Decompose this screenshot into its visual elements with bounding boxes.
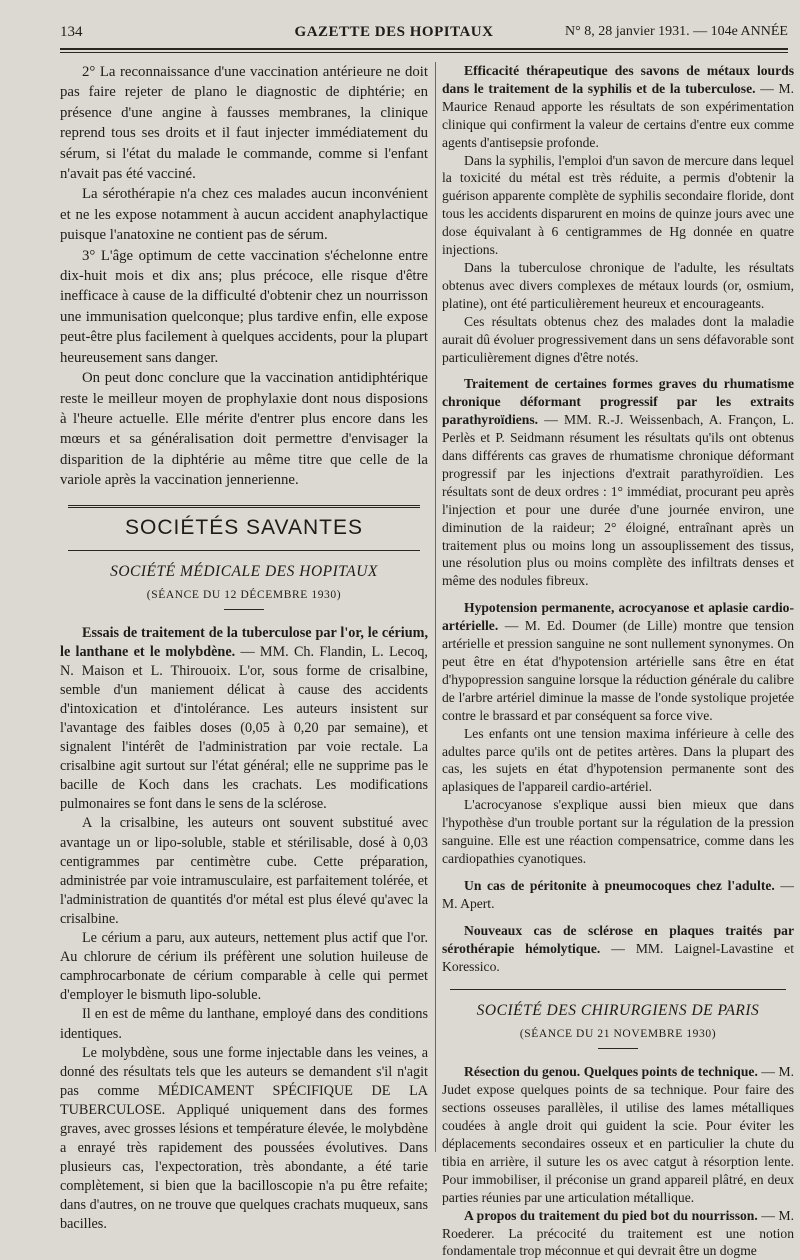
article-title: Un cas de péritonite à pneumocoques chez l'adulte.: [464, 877, 775, 893]
article-body: — MM. R.-J. Weissenbach, A. Françon, L. Perlès et P. Seidmann résument les résultats qu'ils ont obtenus dans différents cas graves de rhumatisme chronique déformant progressif par les injections d'extrait parathyroïdien. Les résultats sont de deux ordres : 1° immédiat, procurant peu après l'injection et pour une durée d'une journée environ, une diminution de la raideur; 2° éloigné, entraînant après un traitement plus ou moins long un assouplissement des tissus, une résolution plus ou moins complète des infiltrats denses et même des nodules fibreux.: [442, 412, 794, 589]
article-title: Nouveaux cas de sclérose en plaques traités par sérothérapie hémolytique.: [442, 922, 794, 956]
paragraph: A la crisalbine, les auteurs ont souvent substitué avec avantage un or lipo-soluble, stable et stérilisable, dosé à 0,03 centigrammes par centimètre cube. Cette préparation, administrée par voie intramusculaire, est parfaitement tolérée, et l'administration de quantités d'or métal est plus élevé qu'avec la crisalbine.: [60, 815, 428, 927]
article-title: Efficacité thérapeutique des savons de métaux lourds dans le traitement de la syphilis et de la tuberculose.: [442, 63, 794, 96]
session-date: (SÉANCE DU 21 NOVEMBRE 1930): [519, 1028, 717, 1041]
header-rule-thin: [60, 52, 788, 53]
page-header: [60, 22, 788, 48]
short-rule: [598, 1048, 638, 1049]
issue-date: N° 8, 28 janvier 1931. — 104e ANNÉE: [565, 24, 788, 39]
section-rule: [450, 989, 786, 990]
article-body: L'or, sous forme de crisalbine, semble d'un maniement délicat à cause des accidents d'intoxication et d'intolérance. Les auteurs insistent sur l'avantage des faibles doses (0,05 à 0,20 par semaine), et signalent l'intérêt de l'administration par voie rectale. La crisalbine agit surtout sur l'état général; elle ne supprime pas le bacille de Koch dans les crachats. Les modifications pulmonaires se font dans le sens de la sclérose.: [60, 662, 429, 813]
short-rule: [224, 609, 264, 610]
paragraph: Le cérium a paru, aux auteurs, nettement plus actif que l'or. Au chlorure de cérium ils préfèrent une solution huileuse de camphrocarbonate de cérium comparable à celle qui permet d'employer le bismuth lipo-soluble.: [60, 930, 428, 1004]
article-title: Résection du genou. Quelques points de technique.: [464, 1064, 758, 1080]
paragraph: Les enfants ont une tension maxima inférieure à celle des adultes parce qu'ils ont de petites artères. Dans la plupart des cas, les sujets en état d'hypotension permanente sont des aplasiques de l'appareil cardio-artériel.: [442, 725, 794, 795]
article: [60, 624, 428, 815]
article-title: Essais de traitement de la tuberculose par l'or, le cérium, le lanthane et le molybdène.: [60, 624, 428, 660]
journal-title: GAZETTE DES HOPITAUX: [294, 24, 494, 40]
section-rule: [68, 550, 420, 551]
column-divider: [435, 62, 436, 1152]
society-title: SOCIÉTÉ DES CHIRURGIENS DE PARIS: [476, 1002, 760, 1020]
article-body: — M. Roederer. La précocité du traitement est une notion fondamentale trop méconnue et qui devrait être un dogme: [442, 1207, 794, 1259]
paragraph: Dans la syphilis, l'emploi d'un savon de mercure dans lequel la toxicité du métal est très réduite, a permis d'obtenir la guérison apparente complète de syphilis secondaire floride, dont tous les accidents disparurent en moins de quinze jours avec une dose équivalant à 6 centigrammes de Hg donnée en quatre injections.: [442, 152, 794, 258]
article-body: — MM. Laignel-Lavastine et Koressico.: [442, 940, 794, 974]
article-authors: — MM. Ch. Flandin, L. Lecoq, N. Maison et L. Thirouoix.: [60, 643, 428, 679]
paragraph: Ces résultats obtenus chez des malades dont la maladie aurait dû évoluer progressivement dans un sens défavorable sont particulièrement dignes d'être notés.: [442, 313, 794, 365]
section-heading: SOCIÉTÉS SAVANTES: [125, 515, 363, 539]
article-body: — M. Ed. Doumer (de Lille) montre que tension artérielle et pression sanguine ne sont nullement synonymes. On peut être en état d'hypotension artérielle sans être en état d'hypopression sanguine lorsque la réduction générale du calibre de l'arbre artériel diminue la masse de l'onde systolique projetée contre le brassard et par conséquent sa force vive.: [442, 618, 794, 723]
article-title: Hypotension permanente, acrocyanose et aplasie cardio-artérielle.: [442, 600, 794, 634]
society-title: SOCIÉTÉ MÉDICALE DES HOPITAUX: [110, 562, 378, 580]
session-date: (SÉANCE DU 12 DÉCEMBRE 1930): [146, 588, 342, 601]
right-column: [442, 62, 794, 1260]
article: [442, 1063, 794, 1206]
article-body: — M. Judet expose quelques points de sa technique. Pour faire des sections osseuses parallèles, il utilise des lames métalliques coudées à angle droit qui guident la scie. Pour éviter les déplacements secondaires osseux et en particulier la chute du tibia en arrière, il suture les os avec catgut à résorption lente. Pour immobiliser, il préconise un grand appareil plâtré, en deux parties réunies par une articulation métallique.: [442, 1064, 794, 1205]
header-rule: [60, 48, 788, 50]
article: [442, 599, 794, 724]
left-column: [60, 62, 428, 1235]
article: [442, 922, 794, 976]
paragraph: 3° L'âge optimum de cette vaccination s'échelonne entre dix-huit mois et dix ans; plus précoce, elle risque d'être inefficace à cause de la difficulté d'obtenir chez un nourrisson une immunisation quelconque; plus tardive enfin, elle expose peut-être plus facilement à quelques accidents, pour la plupart heureusement sans danger.: [60, 247, 428, 366]
article-title: Traitement de certaines formes graves du rhumatisme chronique déformant progressif par les extraits parathyroïdiens.: [442, 376, 794, 428]
paragraph: Le molybdène, sous une forme injectable dans les veines, a donné des résultats tels que les auteurs se demandent s'il n'agit pas comme MÉDICAMENT SPÉCIFIQUE DE LA TUBERCULOSE. Appliqué uniquement dans des formes graves, avec grosses lésions et température élevée, le molybdène a enrayé très rapidement des poussées évolutives. Dans plusieurs cas, l'expectoration, très abondante, a été tarie complètement, si bien que la bacilloscopie n'a pu être refaite; dans d'autres, on ne trouve que quelques crachats muqueux, sans bacilles.: [60, 1044, 428, 1233]
paragraph: Dans la tuberculose chronique de l'adulte, les résultats obtenus avec divers complexes de métaux lourds (or, osmium, platine), ont été particulièrement heureux et encourageants.: [442, 259, 794, 311]
paragraph: 2° La reconnaissance d'une vaccination antérieure ne doit pas faire rejeter de plano le diagnostic de diphtérie; en présence d'une angine à fausses membranes, la clinique reprend tous ses droits et il faut injecter immédiatement du sérum, si l'état du malade le commande, comme si l'enfant n'avait pas été vacciné.: [60, 64, 428, 183]
article: [442, 1207, 794, 1260]
article-title: A propos du traitement du pied bot du nourrisson.: [464, 1207, 758, 1223]
article: [442, 877, 794, 913]
article: [442, 62, 794, 152]
page-number: 134: [60, 24, 83, 40]
paragraph: Il en est de même du lanthane, employé dans des conditions identiques.: [60, 1006, 428, 1042]
article: [442, 375, 794, 590]
paragraph: L'acrocyanose s'explique aussi bien mieux que dans l'hypothèse d'un trouble portant sur la régulation de la pression sanguine. Elle est une réaction compensatrice, comme dans les cardiopathies cyanotiques.: [442, 797, 794, 866]
paragraph: La sérothérapie n'a chez ces malades aucun inconvénient et ne les expose notamment à aucun accident anaphylactique puisque l'anatoxine ne contient pas de sérum.: [60, 186, 428, 244]
article-body: — M. Apert.: [442, 877, 795, 911]
article-body: — M. Maurice Renaud apporte les résultats de son expérimentation clinique qui confirment la valeur de certains d'entre eux comme agents d'antisepsie profonde.: [442, 80, 794, 150]
section-rule: [68, 505, 420, 508]
paragraph: On peut donc conclure que la vaccination antidiphtérique reste le meilleur moyen de prophylaxie dont nous disposions à l'heure actuelle. Elle mérite d'entrer plus encore dans les mœurs et sa généralisation doit permettre d'envisager la disparition de la diphtérie au même titre que celle de la variole après la vaccination jennerienne.: [60, 370, 428, 489]
